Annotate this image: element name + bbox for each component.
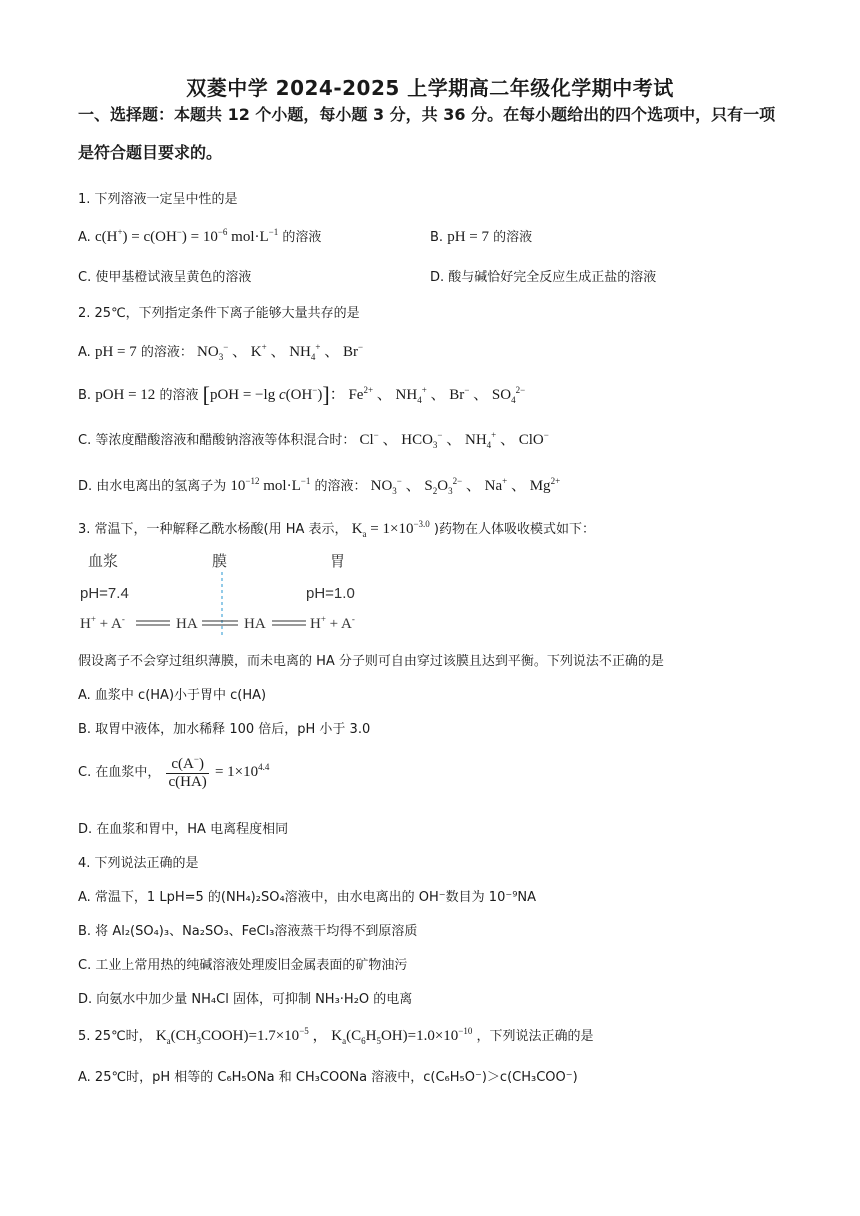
- q2-d-pre: D. 由水电离出的氢离子为: [78, 479, 227, 494]
- q4-option-b: B. 将 Al₂(SO₄)₃、Na₂SO₃、FeCl₃溶液蒸干均得不到原溶质: [78, 924, 418, 939]
- membrane-label: 膜: [212, 552, 228, 570]
- stomach-ph: pH=1.0: [306, 585, 355, 602]
- q2-option-a: A. pH = 7 的溶液： $NO_3^-$ 、 K+ 、 $NH_4^+$ 、 Br−: [78, 342, 364, 362]
- q5-stem-post: ，下列说法正确的是: [476, 1029, 594, 1044]
- equilibrium-equation: [80, 614, 355, 632]
- q2-option-c: C. 等浓度醋酸溶液和醋酸钠溶液等体积混合时： Cl− 、 $HCO_3^-$ 、 $NH_4^+$ 、 ClO−: [78, 430, 549, 450]
- svg-text:H+ + A-: H+ + A-: [80, 614, 125, 632]
- q3-c-pre: C. 在血浆中，: [78, 765, 161, 780]
- q3-option-a: A. 血浆中 c(HA)小于胃中 c(HA): [78, 688, 267, 703]
- q1-stem: 1. 下列溶液一定呈中性的是: [78, 192, 238, 207]
- svg-text:HA: HA: [176, 616, 198, 632]
- q1-option-d: D. 酸与碱恰好完全反应生成正盐的溶液: [430, 270, 657, 285]
- q2-stem: 2. 25℃，下列指定条件下离子能够大量共存的是: [78, 306, 360, 321]
- stomach-label: 胃: [330, 552, 346, 570]
- q4-stem: 4. 下列说法正确的是: [78, 856, 199, 871]
- q3-option-b: B. 取胃中液体，加水稀释 100 倍后，pH 小于 3.0: [78, 722, 371, 737]
- q3-option-c: C. 在血浆中， $\frac{c(A^-)}{c(HA)}$ = $1\times 10^{4.4}$: [78, 754, 270, 790]
- q1-option-b: B. pH = 7 的溶液: [430, 229, 533, 245]
- q1-option-c: C. 使甲基橙试液呈黄色的溶液: [78, 270, 252, 285]
- plasma-ph: pH=7.4: [80, 585, 129, 602]
- q4-option-a: A. 常温下，1 LpH=5 的(NH₄)₂SO₄溶液中，由水电离出的 OH⁻数目为 10⁻⁹NA: [78, 890, 537, 905]
- plasma-label: 血浆: [88, 552, 119, 570]
- q1-a-tail: 的溶液: [282, 230, 322, 245]
- q3-stem-post: )药物在人体吸收模式如下：: [433, 522, 595, 537]
- exam-title: 双菱中学 2024-2025 上学期高二年级化学期中考试: [186, 76, 674, 100]
- q5-stem-pre: 5. 25℃时，: [78, 1029, 152, 1044]
- q1-option-a: A. $c(H^+) = c(OH^-) = 10^{-6}$ $mol\cdot L^{-1}$ 的溶液: [78, 227, 322, 245]
- q1-b-tail: 的溶液: [493, 230, 533, 245]
- q2-b-pre: 的溶液: [159, 388, 199, 403]
- q2-c-pre: C. 等浓度醋酸溶液和醋酸钠溶液等体积混合时：: [78, 433, 356, 448]
- svg-text:H+ + A-: H+ + A-: [310, 614, 355, 632]
- q2-option-b: B. pOH = 12 的溶液 [pOH = −lg c(OH−)]： $Fe^{2+}$ 、 $NH_4^+$ 、 Br− 、 $SO_4^{2-}$: [78, 382, 526, 407]
- q2-option-d: D. 由水电离出的氢离子为 $10^{-12}$ $mol\cdot L^{-1}$ 的溶液： $NO_3^-$ 、 $S_2O_3^{2-}$ 、 Na+ 、 $Mg^{2+}$: [78, 476, 561, 496]
- q2-a-pre: 的溶液：: [140, 345, 193, 360]
- q4-option-d: D. 向氨水中加少量 NH₄Cl 固体，可抑制 NH₃·H₂O 的电离: [78, 992, 413, 1007]
- absorption-diagram: [78, 550, 378, 640]
- q3-stem: 3. 常温下，一种解释乙酰水杨酸(用 HA 表示， $K_a = 1\times 10^{-3.0}$ )药物在人体吸收模式如下：: [78, 519, 595, 539]
- svg-text:HA: HA: [244, 616, 266, 632]
- section-instructions: 一、选择题：本题共 12 个小题，每小题 3 分，共 36 分。在每小题给出的四个选项中，只有一项是符合题目要求的。: [78, 105, 776, 162]
- q3-option-d: D. 在血浆和胃中，HA 电离程度相同: [78, 822, 289, 837]
- q3-stem-pre: 3. 常温下，一种解释乙酰水杨酸(用 HA 表示，: [78, 522, 348, 537]
- q2-d-mid: 的溶液：: [314, 479, 367, 494]
- q4-option-c: C. 工业上常用热的纯碱溶液处理废旧金属表面的矿物油污: [78, 958, 408, 973]
- q3-premise: 假设离子不会穿过组织薄膜，而未电离的 HA 分子则可自由穿过该膜且达到平衡。下列说法不正确的是: [78, 654, 664, 669]
- q5-stem: 5. 25℃时， $K_a(CH_3COOH)=1.7\times 10^{-5}$ ， $K_a(C_6H_5OH)=1.0\times 10^{-10}$ ，下列说法正确的是: [78, 1026, 594, 1046]
- q5-option-a: A. 25℃时，pH 相等的 C₆H₅ONa 和 CH₃COONa 溶液中，c(C₆H₅O⁻)＞c(CH₃COO⁻): [78, 1070, 578, 1085]
